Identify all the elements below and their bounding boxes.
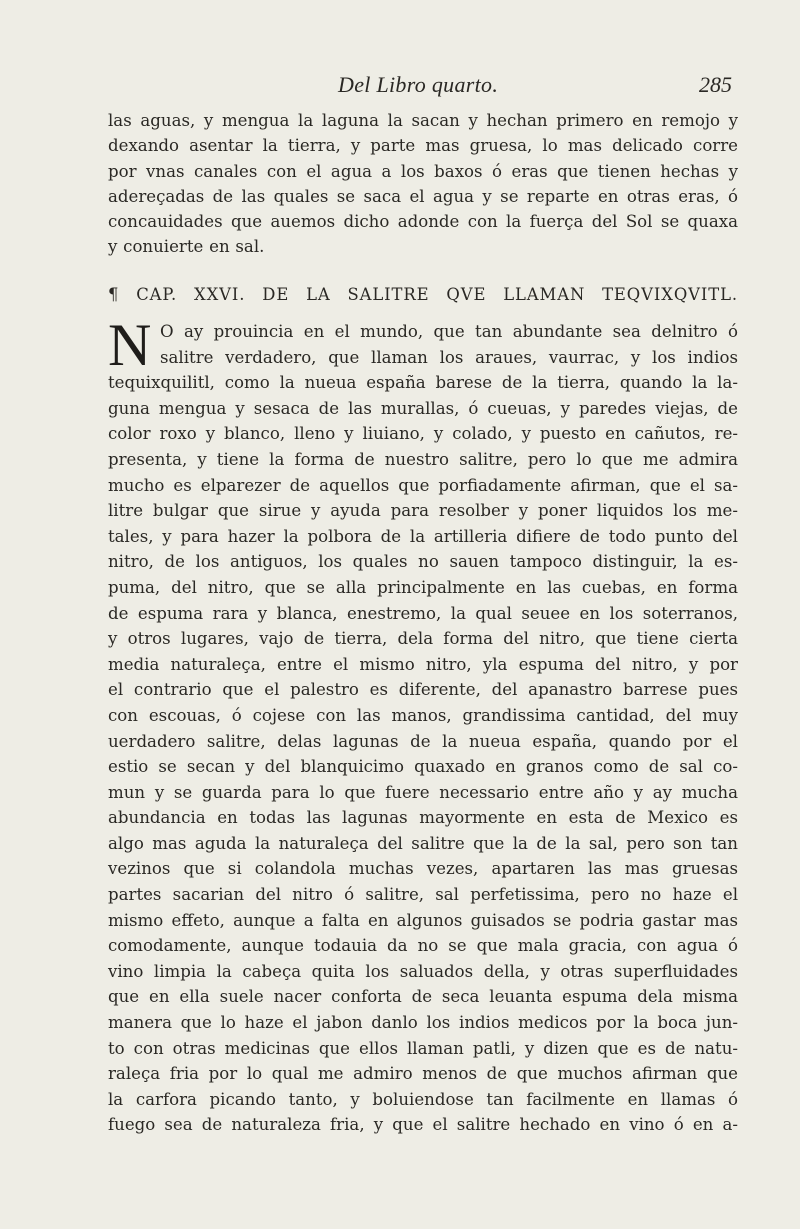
text-line: y conuierte en sal. — [108, 237, 265, 257]
text-line: por vnas canales con el agua a los baxos ó eras que tienen hechas y — [108, 161, 738, 181]
running-title: Del Libro quarto. — [338, 72, 499, 97]
text-line: la carfora picando tanto, y boluiendose tan facilmente en llamas ó — [108, 1089, 738, 1109]
text-line: puma, del nitro, que se alla principalmente en las cuebas, en forma — [108, 577, 738, 597]
text-line: abundancia en todas las lagunas mayormente en esta de Mexico es — [108, 808, 738, 828]
text-line: partes sacarian del nitro ó salitre, sal perfetissima, pero no haze el — [108, 885, 738, 905]
text-line: presenta, y tiene la forma de nuestro salitre, pero lo que me admira — [108, 449, 738, 469]
text-line: comodamente, aunque todauia da no se que mala gracia, con agua ó — [108, 936, 738, 956]
text-line: color roxo y blanco, lleno y liuiano, y colado, y puesto en cañutos, re- — [108, 424, 738, 444]
text-line: mun y se guarda para lo que fuere necessario entre año y ay mucha — [108, 782, 738, 802]
text-line: vezinos que si colandola muchas vezes, apartaren las mas gruesas — [108, 859, 738, 879]
text-line: estio se secan y del blanquicimo quaxado en granos como de sal co- — [108, 757, 738, 777]
text-line: tequixquilitl, como la nueua españa barese de la tierra, quando la la- — [108, 373, 738, 393]
chapter-paragraph — [108, 312, 738, 1138]
chapter-heading: ¶ CAP. XXVI. DE LA SALITRE QVE LLAMAN TEQVIXQVITL. — [108, 285, 738, 304]
text-line: salitre verdadero, que llaman los araues, vaurrac, y los indios — [160, 347, 738, 367]
page-number: 285 — [699, 72, 732, 97]
intro-paragraph — [108, 108, 738, 260]
text-line: adereçadas de las quales se saca el agua y se reparte en otras eras, ó — [108, 186, 738, 206]
text-line: las aguas, y mengua la laguna la sacan y hechan primero en remojo y — [108, 111, 738, 130]
text-line: fuego sea de naturaleza fria, y que el salitre hechado en vino ó en a- — [108, 1115, 738, 1135]
text-line: concauidades que auemos dicho adonde con la fuerça del Sol se quaxa — [108, 212, 738, 232]
text-line: y otros lugares, vajo de tierra, dela forma del nitro, que tiene cierta — [108, 629, 738, 649]
text-line: de espuma rara y blanca, enestremo, la qual seuee en los soterranos, — [108, 603, 738, 623]
running-head — [0, 72, 800, 102]
text-line: O ay prouincia en el mundo, que tan abundante sea delnitro ó — [160, 322, 738, 341]
text-line: dexando asentar la tierra, y parte mas gruesa, lo mas delicado corre — [108, 136, 738, 156]
text-line: vino limpia la cabeça quita los saluados della, y otras superfluidades — [108, 961, 738, 981]
text-line: media naturaleça, entre el mismo nitro, yla espuma del nitro, y por — [108, 654, 738, 674]
text-line: nitro, de los antiguos, los quales no sauen tampoco distinguir, la es- — [108, 552, 738, 572]
text-line: mucho es elparezer de aquellos que porfiadamente afirman, que el sa- — [108, 475, 738, 495]
text-line: uerdadero salitre, delas lagunas de la nueua españa, quando por el — [108, 731, 738, 751]
text-line: que en ella suele nacer conforta de seca leuanta espuma dela misma — [108, 987, 738, 1007]
text-line: algo mas aguda la naturaleça del salitre que la de la sal, pero son tan — [108, 833, 738, 853]
text-line: con escouas, ó cojese con las manos, grandissima cantidad, del muy — [108, 705, 738, 725]
text-line: manera que lo haze el jabon danlo los indios medicos por la boca jun- — [108, 1013, 738, 1033]
text-line: raleça fria por lo qual me admiro menos de que muchos afirman que — [108, 1064, 738, 1084]
text-line: tales, y para hazer la polbora de la artilleria difiere de todo punto del — [108, 526, 738, 546]
text-line: mismo effeto, aunque a falta en algunos guisados se podria gastar mas — [108, 910, 738, 930]
text-line: guna mengua y sesaca de las murallas, ó cueuas, y paredes viejas, de — [108, 398, 738, 418]
text-line: to con otras medicinas que ellos llaman patli, y dizen que es de natu- — [108, 1038, 738, 1058]
text-line: litre bulgar que sirue y ayuda para resolber y poner liquidos los me- — [108, 501, 738, 521]
drop-cap: N — [108, 312, 152, 378]
text-line: el contrario que el palestro es diferente, del apanastro barrese pues — [108, 680, 738, 700]
